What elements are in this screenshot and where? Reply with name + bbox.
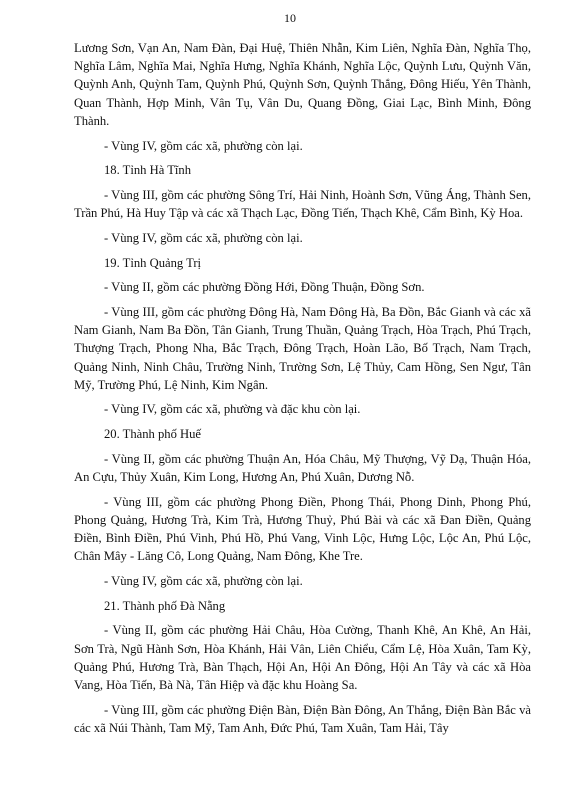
document-body xyxy=(74,39,531,744)
paragraph-zone-item: - Vùng IV, gồm các xã, phường còn lại. xyxy=(104,138,303,153)
section-heading-hue: 20. Thành phố Huế xyxy=(104,427,202,442)
section-heading-quang-tri: 19. Tỉnh Quảng Trị xyxy=(104,255,202,270)
paragraph-zone-item: - Vùng II, gồm các phường Hải Châu, Hòa Cường, Thanh Khê, An Khê, An Hải, Sơn Trà, Ngũ Hành Sơn, Hòa Khánh, Hải Vân, Liên Chiểu, Cẩm Lệ, Hòa Xuân, Tam Kỳ, Quảng Phú, Hương Trà, Bàn Thạch, Hội An, Hội An Đông, Hội An Tây và các xã Hòa Vang, Hòa Tiến, Bà Nà, Tân Hiệp và đặc khu Hoàng Sa. xyxy=(74,623,531,693)
paragraph-zone-item: - Vùng III, gồm các phường Phong Điền, Phong Thái, Phong Dinh, Phong Phú, Phong Quảng, Hương Trà, Kim Trà, Hương Thuỷ, Phú Bài và các xã Đan Điền, Quảng Điền, Bình Điền, Phú Vinh, Phú Hồ, Phú Vang, Vinh Lộc, Hưng Lộc, Lộc An, Phú Lộc, Chân Mây - Lăng Cô, Long Quảng, Nam Đông, Khe Tre. xyxy=(74,494,531,564)
paragraph-zone-item: - Vùng III, gồm các phường Điện Bàn, Điện Bàn Đông, An Thắng, Điện Bàn Bắc và các xã Núi Thành, Tam Mỹ, Tam Anh, Đức Phú, Tam Xuân, Tam Hải, Tây xyxy=(74,702,531,735)
page-number: 10 xyxy=(284,11,296,25)
paragraph-zone-item: - Vùng IV, gồm các xã, phường còn lại. xyxy=(104,574,303,589)
section-heading-ha-tinh: 18. Tỉnh Hà Tĩnh xyxy=(104,163,191,178)
paragraph-zone-item: - Vùng II, gồm các phường Thuận An, Hóa Châu, Mỹ Thượng, Vỹ Dạ, Thuận Hóa, An Cựu, Thủy Xuân, Kim Long, Hương An, Phú Xuân, Dương Nỗ. xyxy=(74,451,531,485)
paragraph-zone-item: - Vùng IV, gồm các xã, phường còn lại. xyxy=(104,230,303,245)
paragraph-zone-item: - Vùng III, gồm các phường Sông Trí, Hải Ninh, Hoành Sơn, Vũng Áng, Thành Sen, Trần Phú, Hà Huy Tập và các xã Thạch Lạc, Đồng Tiến, Thạch Khê, Cẩm Bình, Kỳ Hoa. xyxy=(74,187,531,221)
paragraph-zone-item: - Vùng IV, gồm các xã, phường và đặc khu còn lại. xyxy=(104,402,361,417)
section-heading-da-nang: 21. Thành phố Đà Nẵng xyxy=(104,598,226,613)
paragraph-zone-item: - Vùng III, gồm các phường Đông Hà, Nam Đông Hà, Ba Đồn, Bắc Gianh và các xã Nam Gianh, Nam Ba Đồn, Tân Gianh, Trung Thuần, Quảng Trạch, Hòa Trạch, Phú Trạch, Thượng Trạch, Phong Nha, Bắc Trạch, Đông Trạch, Hoàn Lão, Bố Trạch, Nam Trạch, Quảng Ninh, Ninh Châu, Trường Ninh, Trường Sơn, Lệ Thủy, Cam Hồng, Sen Ngư, Tân Mỹ, Trường Phú, Lệ Ninh, Kim Ngân. xyxy=(74,304,531,392)
paragraph-zone-item: - Vùng II, gồm các phường Đồng Hới, Đồng Thuận, Đồng Sơn. xyxy=(104,280,425,295)
paragraph-continuation: Lương Sơn, Vạn An, Nam Đàn, Đại Huệ, Thiên Nhẫn, Kim Liên, Nghĩa Đàn, Nghĩa Thọ, Nghĩa Lâm, Nghĩa Mai, Nghĩa Hưng, Nghĩa Khánh, Nghĩa Lộc, Quỳnh Lưu, Quỳnh Văn, Quỳnh Anh, Quỳnh Tam, Quỳnh Phú, Quỳnh Sơn, Quỳnh Thắng, Đông Hiếu, Yên Thành, Quan Thành, Hợp Minh, Vân Tụ, Vân Du, Quang Đồng, Giai Lạc, Bình Minh, Đông Thành. xyxy=(74,41,531,128)
